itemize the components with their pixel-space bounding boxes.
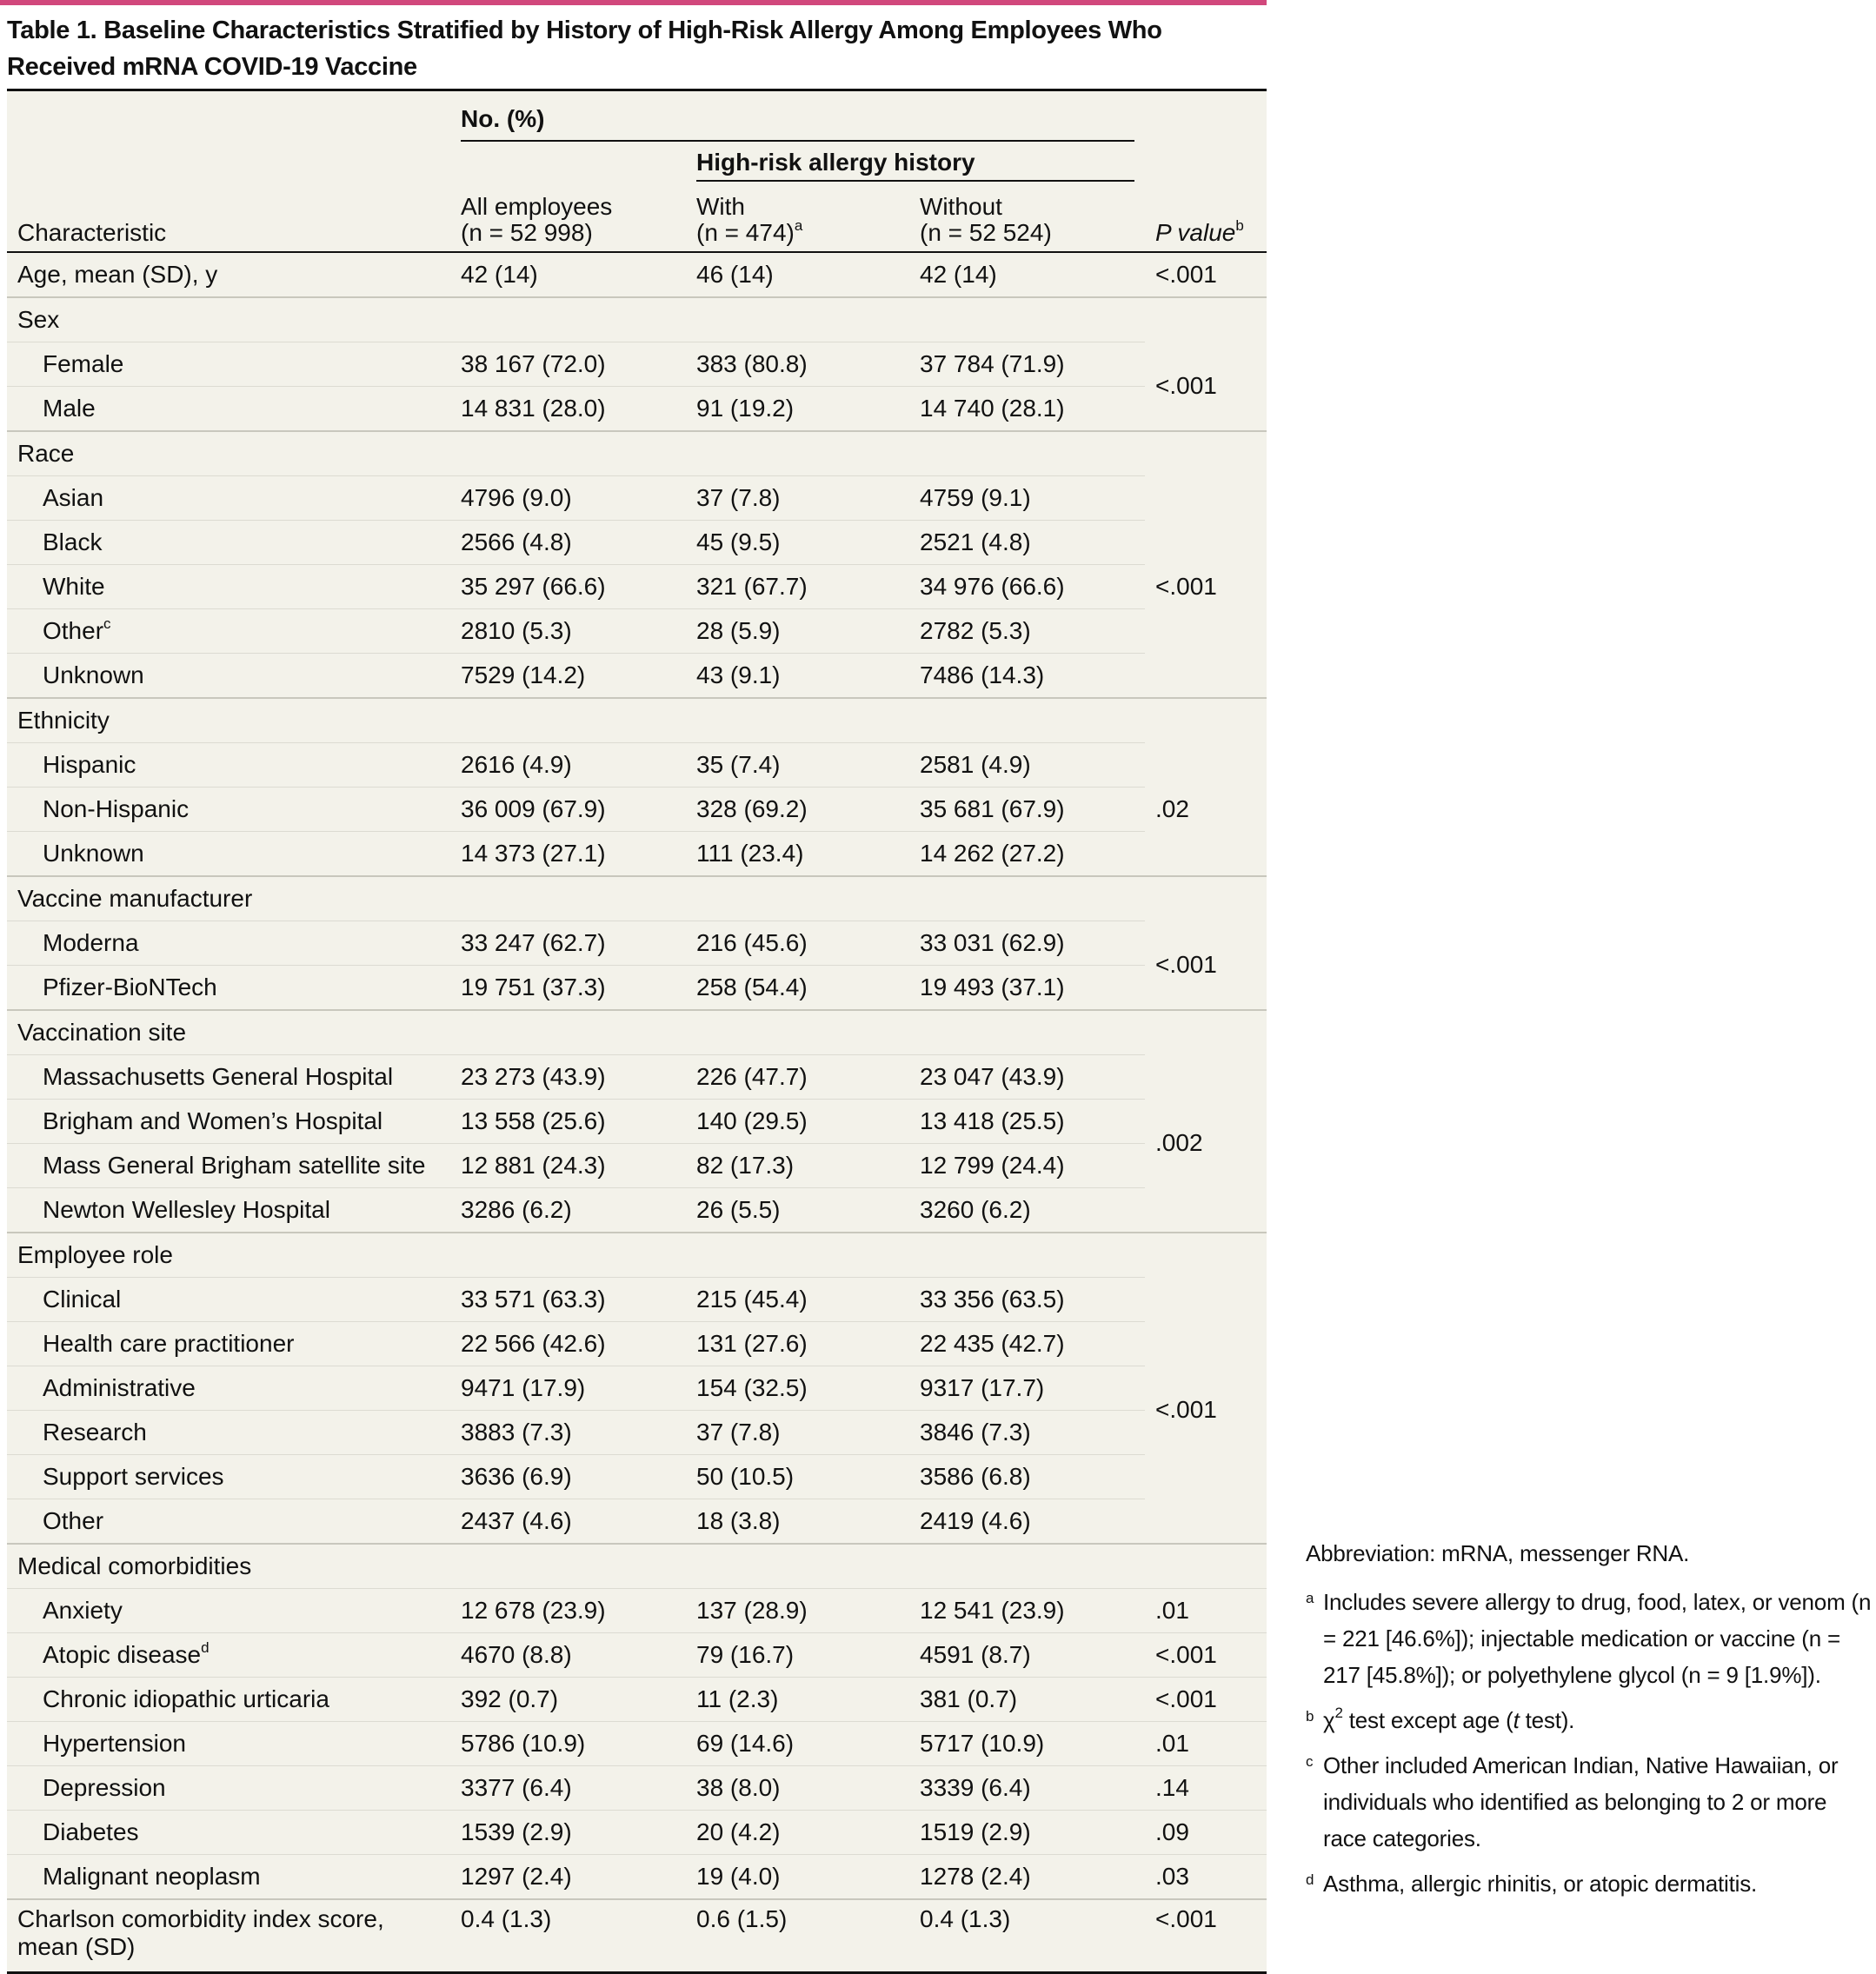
table-row	[7, 1811, 1267, 1855]
row-label: Age, mean (SD), y	[7, 252, 450, 297]
p-value-cell: .01	[1145, 1722, 1267, 1766]
without-allergy-cell: 33 031 (62.9)	[909, 921, 1145, 966]
row-label: Newton Wellesley Hospital	[7, 1188, 450, 1233]
p-value-cell: .002	[1155, 1129, 1203, 1157]
table-row	[7, 832, 1267, 877]
group-label: Ethnicity	[7, 698, 450, 743]
without-header: Without (n = 52 524)	[909, 182, 1145, 252]
all-employees-header: All employees (n = 52 998)	[450, 182, 686, 252]
table-row	[7, 1455, 1267, 1499]
row-label: Hispanic	[7, 743, 450, 788]
table-row	[7, 1322, 1267, 1366]
p-value-header: P value$^b$	[1145, 182, 1267, 252]
all-employees-cell: 2566 (4.8)	[450, 521, 686, 565]
row-label: Anxiety	[7, 1589, 450, 1633]
row-label: Massachusetts General Hospital	[7, 1055, 450, 1100]
group-header-row	[7, 876, 1267, 921]
row-label: Mass General Brigham satellite site	[7, 1144, 450, 1188]
without-allergy-cell: 35 681 (67.9)	[909, 788, 1145, 832]
p-value-cell: .14	[1145, 1766, 1267, 1811]
with-allergy-cell: 43 (9.1)	[686, 654, 909, 699]
all-employees-cell: 12 678 (23.9)	[450, 1589, 686, 1633]
table-row	[7, 966, 1267, 1011]
all-employees-cell: 5786 (10.9)	[450, 1722, 686, 1766]
with-allergy-cell: 140 (29.5)	[686, 1100, 909, 1144]
all-employees-cell: 23 273 (43.9)	[450, 1055, 686, 1100]
p-value-cell: .09	[1145, 1811, 1267, 1855]
with-allergy-cell: 69 (14.6)	[686, 1722, 909, 1766]
without-allergy-cell: 2419 (4.6)	[909, 1499, 1145, 1545]
row-label: Charlson comorbidity index score, mean (SD)	[7, 1899, 450, 1971]
without-allergy-cell: 13 418 (25.5)	[909, 1100, 1145, 1144]
footnote-marker: d	[201, 1638, 210, 1656]
with-allergy-cell: 50 (10.5)	[686, 1455, 909, 1499]
with-allergy-cell: 131 (27.6)	[686, 1322, 909, 1366]
table-row	[7, 1411, 1267, 1455]
all-employees-cell: 392 (0.7)	[450, 1678, 686, 1722]
table-row	[7, 609, 1267, 654]
p-value-cell: .03	[1145, 1855, 1267, 1900]
with-allergy-cell: 37 (7.8)	[686, 476, 909, 521]
with-allergy-cell: 45 (9.5)	[686, 521, 909, 565]
table-row	[7, 1499, 1267, 1545]
table-row	[7, 1855, 1267, 1900]
top-accent-bar	[0, 0, 1267, 5]
group-label: Race	[7, 431, 450, 476]
group-header-row	[7, 1544, 1267, 1589]
group-label: Vaccine manufacturer	[7, 876, 450, 921]
with-allergy-cell: 216 (45.6)	[686, 921, 909, 966]
all-employees-cell: 35 297 (66.6)	[450, 565, 686, 609]
all-employees-cell: 3883 (7.3)	[450, 1411, 686, 1455]
with-allergy-cell: 35 (7.4)	[686, 743, 909, 788]
all-employees-cell: 3286 (6.2)	[450, 1188, 686, 1233]
with-allergy-cell: 111 (23.4)	[686, 832, 909, 877]
all-employees-cell: 13 558 (25.6)	[450, 1100, 686, 1144]
row-label: Diabetes	[7, 1811, 450, 1855]
group-label: Vaccination site	[7, 1010, 450, 1055]
all-employees-cell: 1297 (2.4)	[450, 1855, 686, 1900]
table-row	[7, 743, 1267, 788]
with-allergy-cell: 91 (19.2)	[686, 387, 909, 432]
table-row	[7, 921, 1267, 966]
all-employees-cell: 1539 (2.9)	[450, 1811, 686, 1855]
without-allergy-cell: 3260 (6.2)	[909, 1188, 1145, 1233]
without-allergy-cell: 3846 (7.3)	[909, 1411, 1145, 1455]
all-employees-cell: 0.4 (1.3)	[450, 1899, 686, 1971]
table-row	[7, 1366, 1267, 1411]
table-row	[7, 1678, 1267, 1722]
table-row	[7, 476, 1267, 521]
with-allergy-cell: 38 (8.0)	[686, 1766, 909, 1811]
all-employees-cell: 2437 (4.6)	[450, 1499, 686, 1545]
without-allergy-cell: 19 493 (37.1)	[909, 966, 1145, 1011]
row-label: Other	[7, 1499, 450, 1545]
row-label: Clinical	[7, 1278, 450, 1322]
without-allergy-cell: 37 784 (71.9)	[909, 342, 1145, 387]
group-header-row	[7, 1233, 1267, 1278]
with-allergy-cell: 154 (32.5)	[686, 1366, 909, 1411]
p-value-cell: <.001	[1145, 252, 1267, 297]
with-allergy-cell: 137 (28.9)	[686, 1589, 909, 1633]
without-allergy-cell: 14 740 (28.1)	[909, 387, 1145, 432]
group-label: Sex	[7, 297, 450, 342]
p-value-cell: <.001	[1155, 572, 1217, 600]
footnote-b: b $\chi^2$ test except age (t test).	[1306, 1705, 1575, 1733]
all-employees-cell: 3377 (6.4)	[450, 1766, 686, 1811]
group-header-row	[7, 1010, 1267, 1055]
row-label: Asian	[7, 476, 450, 521]
footnote-a: a Includes severe allergy to drug, food, latex, or venom (n = 221 [46.6%]); injectable medication or vaccine (n = 217 [45.8%]); or polyethylene glycol (n = 9 [1.9%]).	[1306, 1589, 1872, 1688]
row-label: Malignant neoplasm	[7, 1855, 450, 1900]
all-employees-cell: 33 571 (63.3)	[450, 1278, 686, 1322]
all-employees-cell: 12 881 (24.3)	[450, 1144, 686, 1188]
all-employees-cell: 14 831 (28.0)	[450, 387, 686, 432]
without-allergy-cell: 381 (0.7)	[909, 1678, 1145, 1722]
characteristics-table	[7, 89, 1267, 1974]
without-allergy-cell: 2581 (4.9)	[909, 743, 1145, 788]
table-row	[7, 1766, 1267, 1811]
group-header-row	[7, 431, 1267, 476]
with-allergy-cell: 26 (5.5)	[686, 1188, 909, 1233]
all-employees-cell: 2810 (5.3)	[450, 609, 686, 654]
row-label: Unknown	[7, 654, 450, 699]
table-row	[7, 565, 1267, 609]
row-label: Unknown	[7, 832, 450, 877]
table-row	[7, 654, 1267, 699]
with-allergy-cell: 0.6 (1.5)	[686, 1899, 909, 1971]
without-allergy-cell: 34 976 (66.6)	[909, 565, 1145, 609]
p-value-cell: <.001	[1145, 1678, 1267, 1722]
without-allergy-cell: 2782 (5.3)	[909, 609, 1145, 654]
row-label: Administrative	[7, 1366, 450, 1411]
all-employees-cell: 36 009 (67.9)	[450, 788, 686, 832]
with-allergy-cell: 258 (54.4)	[686, 966, 909, 1011]
table-row	[7, 521, 1267, 565]
with-allergy-cell: 226 (47.7)	[686, 1055, 909, 1100]
all-employees-cell: 7529 (14.2)	[450, 654, 686, 699]
all-employees-cell: 38 167 (72.0)	[450, 342, 686, 387]
all-employees-cell: 4670 (8.8)	[450, 1633, 686, 1678]
with-allergy-cell: 11 (2.3)	[686, 1678, 909, 1722]
row-label: Hypertension	[7, 1722, 450, 1766]
without-allergy-cell: 7486 (14.3)	[909, 654, 1145, 699]
with-allergy-cell: 18 (3.8)	[686, 1499, 909, 1545]
allergy-history-header: High-risk allergy history	[696, 149, 1134, 182]
without-allergy-cell: 2521 (4.8)	[909, 521, 1145, 565]
group-header-row	[7, 297, 1267, 342]
all-employees-cell: 33 247 (62.7)	[450, 921, 686, 966]
with-allergy-cell: 46 (14)	[686, 252, 909, 297]
all-employees-cell: 3636 (6.9)	[450, 1455, 686, 1499]
row-label: Pfizer-BioNTech	[7, 966, 450, 1011]
without-allergy-cell: 22 435 (42.7)	[909, 1322, 1145, 1366]
without-allergy-cell: 5717 (10.9)	[909, 1722, 1145, 1766]
row-label: Depression	[7, 1766, 450, 1811]
without-allergy-cell: 1519 (2.9)	[909, 1811, 1145, 1855]
row-label: Male	[7, 387, 450, 432]
row-label: Health care practitioner	[7, 1322, 450, 1366]
all-employees-cell: 9471 (17.9)	[450, 1366, 686, 1411]
p-value-cell: .02	[1155, 794, 1189, 822]
row-label: White	[7, 565, 450, 609]
table-row	[7, 387, 1267, 432]
with-header: With (n = 474)$^a$	[686, 182, 909, 252]
without-allergy-cell: 12 541 (23.9)	[909, 1589, 1145, 1633]
without-allergy-cell: 42 (14)	[909, 252, 1145, 297]
table-row	[7, 342, 1267, 387]
without-allergy-cell: 33 356 (63.5)	[909, 1278, 1145, 1322]
without-allergy-cell: 3339 (6.4)	[909, 1766, 1145, 1811]
with-allergy-cell: 321 (67.7)	[686, 565, 909, 609]
footnote-c: c Other included American Indian, Native Hawaiian, or individuals who identified as belonging to 2 or more race categories.	[1306, 1752, 1839, 1851]
p-value-cell: <.001	[1155, 1396, 1217, 1424]
with-allergy-cell: 82 (17.3)	[686, 1144, 909, 1188]
without-allergy-cell: 14 262 (27.2)	[909, 832, 1145, 877]
table-title: Table 1. Baseline Characteristics Stratified by History of High-Risk Allergy Among Employees Who Received mRNA COVID-19 Vaccine	[7, 17, 1162, 81]
no-pct-header: No. (%)	[461, 105, 1134, 142]
all-employees-cell: 14 373 (27.1)	[450, 832, 686, 877]
table-row	[7, 1100, 1267, 1144]
footnote-marker: c	[103, 615, 111, 632]
p-value-cell: <.001	[1155, 951, 1217, 979]
with-allergy-cell: 37 (7.8)	[686, 1411, 909, 1455]
all-employees-cell: 22 566 (42.6)	[450, 1322, 686, 1366]
group-label: Medical comorbidities	[7, 1544, 450, 1589]
row-label: Research	[7, 1411, 450, 1455]
without-allergy-cell: 3586 (6.8)	[909, 1455, 1145, 1499]
group-label: Employee role	[7, 1233, 450, 1278]
footnote-d: d Asthma, allergic rhinitis, or atopic dermatitis.	[1306, 1871, 1758, 1897]
row-label: Non-Hispanic	[7, 788, 450, 832]
without-allergy-cell: 23 047 (43.9)	[909, 1055, 1145, 1100]
p-value-cell: <.001	[1145, 1899, 1267, 1971]
table-row	[7, 1055, 1267, 1100]
without-allergy-cell: 12 799 (24.4)	[909, 1144, 1145, 1188]
without-allergy-cell: 1278 (2.4)	[909, 1855, 1145, 1900]
with-allergy-cell: 20 (4.2)	[686, 1811, 909, 1855]
table-row	[7, 252, 1267, 297]
table-row	[7, 1589, 1267, 1633]
with-allergy-cell: 28 (5.9)	[686, 609, 909, 654]
abbreviation-note: Abbreviation: mRNA, messenger RNA.	[1306, 1540, 1690, 1566]
row-label: Chronic idiopathic urticaria	[7, 1678, 450, 1722]
without-allergy-cell: 9317 (17.7)	[909, 1366, 1145, 1411]
table-row	[7, 788, 1267, 832]
table-row	[7, 1899, 1267, 1971]
with-allergy-cell: 215 (45.4)	[686, 1278, 909, 1322]
without-allergy-cell: 4759 (9.1)	[909, 476, 1145, 521]
table-row	[7, 1278, 1267, 1322]
all-employees-cell: 2616 (4.9)	[450, 743, 686, 788]
row-label: Atopic disease$^d$	[7, 1633, 450, 1678]
p-value-cell: <.001	[1155, 372, 1217, 400]
row-label: Support services	[7, 1455, 450, 1499]
p-value-cell: <.001	[1145, 1633, 1267, 1678]
p-value-cell: .01	[1145, 1589, 1267, 1633]
all-employees-cell: 42 (14)	[450, 252, 686, 297]
row-label: Brigham and Women’s Hospital	[7, 1100, 450, 1144]
with-allergy-cell: 79 (16.7)	[686, 1633, 909, 1678]
table-row	[7, 1144, 1267, 1188]
with-allergy-cell: 383 (80.8)	[686, 342, 909, 387]
all-employees-cell: 19 751 (37.3)	[450, 966, 686, 1011]
group-header-row	[7, 698, 1267, 743]
table-row	[7, 1188, 1267, 1233]
row-label: Other$^c$	[7, 609, 450, 654]
without-allergy-cell: 0.4 (1.3)	[909, 1899, 1145, 1971]
row-label: Female	[7, 342, 450, 387]
row-label: Moderna	[7, 921, 450, 966]
all-employees-cell: 4796 (9.0)	[450, 476, 686, 521]
row-label: Black	[7, 521, 450, 565]
table-row	[7, 1633, 1267, 1678]
characteristic-header: Characteristic	[7, 182, 450, 252]
with-allergy-cell: 19 (4.0)	[686, 1855, 909, 1900]
table-footnotes	[1306, 1535, 1876, 1911]
table-row	[7, 1722, 1267, 1766]
with-allergy-cell: 328 (69.2)	[686, 788, 909, 832]
without-allergy-cell: 4591 (8.7)	[909, 1633, 1145, 1678]
